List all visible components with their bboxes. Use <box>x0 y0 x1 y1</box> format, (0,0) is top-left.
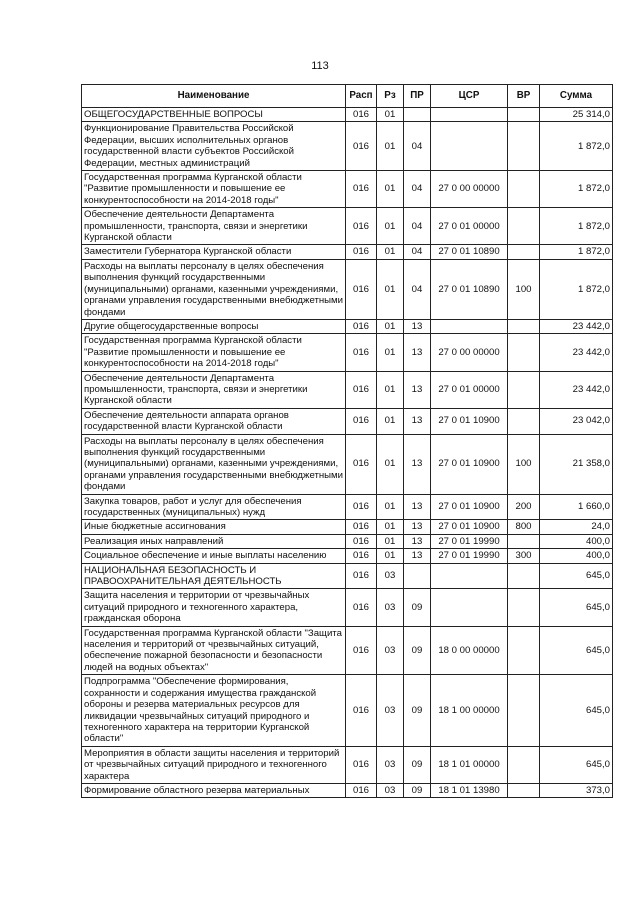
row-pr: 04 <box>404 208 431 245</box>
table-row <box>82 371 613 408</box>
row-vr <box>508 408 540 434</box>
row-sum: 645,0 <box>540 589 613 626</box>
row-vr <box>508 108 540 122</box>
row-pr: 09 <box>404 746 431 783</box>
page-number: 113 <box>311 60 329 72</box>
row-rz: 03 <box>377 783 404 797</box>
row-csr: 27 0 01 10890 <box>431 245 508 259</box>
row-rasp: 016 <box>346 520 377 534</box>
row-name: Обеспечение деятельности аппарата органов государственной власти Курганской области <box>82 408 346 434</box>
row-name: Другие общегосударственные вопросы <box>82 319 346 333</box>
row-rasp: 016 <box>346 334 377 371</box>
table-row <box>82 520 613 534</box>
row-rz: 03 <box>377 675 404 746</box>
table-row <box>82 171 613 208</box>
row-rasp: 016 <box>346 783 377 797</box>
row-sum: 373,0 <box>540 783 613 797</box>
table-row <box>82 334 613 371</box>
table-row <box>82 589 613 626</box>
row-csr <box>431 122 508 171</box>
row-name: Обеспечение деятельности Департамента промышленности, транспорта, связи и энергетики Курганской области <box>82 371 346 408</box>
row-vr <box>508 371 540 408</box>
row-name: Функционирование Правительства Российской Федерации, высших исполнительных органов государственной власти субъектов Российской Федерации, местных администраций <box>82 122 346 171</box>
row-sum: 1 872,0 <box>540 122 613 171</box>
table-row <box>82 122 613 171</box>
row-pr: 09 <box>404 675 431 746</box>
row-rz: 01 <box>377 520 404 534</box>
row-rasp: 016 <box>346 626 377 675</box>
row-sum: 1 872,0 <box>540 171 613 208</box>
row-csr: 18 1 01 00000 <box>431 746 508 783</box>
row-rasp: 016 <box>346 245 377 259</box>
row-sum: 24,0 <box>540 520 613 534</box>
row-rasp: 016 <box>346 589 377 626</box>
row-rasp: 016 <box>346 371 377 408</box>
row-sum: 645,0 <box>540 675 613 746</box>
row-pr: 13 <box>404 319 431 333</box>
table-row <box>82 783 613 797</box>
row-csr: 27 0 01 10900 <box>431 520 508 534</box>
column-header-name: Наименование <box>82 85 346 108</box>
row-rz: 01 <box>377 494 404 520</box>
row-sum: 645,0 <box>540 626 613 675</box>
row-csr <box>431 319 508 333</box>
table-row <box>82 408 613 434</box>
row-sum: 23 042,0 <box>540 408 613 434</box>
column-header-vr: ВР <box>508 85 540 108</box>
row-name: Государственная программа Курганской области "Защита населения и территорий от чрезвычайных ситуаций, обеспечение пожарной безопасности и безопасности людей на водных объектах" <box>82 626 346 675</box>
row-rasp: 016 <box>346 434 377 494</box>
row-rasp: 016 <box>346 122 377 171</box>
row-name: Социальное обеспечение и иные выплаты населению <box>82 549 346 563</box>
row-sum: 25 314,0 <box>540 108 613 122</box>
table-row <box>82 319 613 333</box>
row-pr: 04 <box>404 122 431 171</box>
row-rz: 01 <box>377 534 404 548</box>
table-header-row <box>82 85 613 108</box>
row-csr: 18 1 01 13980 <box>431 783 508 797</box>
row-csr: 27 0 01 00000 <box>431 371 508 408</box>
row-name: Иные бюджетные ассигнования <box>82 520 346 534</box>
row-sum: 21 358,0 <box>540 434 613 494</box>
row-rz: 01 <box>377 434 404 494</box>
row-sum: 1 872,0 <box>540 208 613 245</box>
row-pr: 13 <box>404 534 431 548</box>
row-rz: 03 <box>377 563 404 589</box>
row-rz: 03 <box>377 589 404 626</box>
column-header-rasp: Расп <box>346 85 377 108</box>
row-sum: 1 872,0 <box>540 245 613 259</box>
row-pr: 09 <box>404 783 431 797</box>
row-name: Обеспечение деятельности Департамента промышленности, транспорта, связи и энергетики Курганской области <box>82 208 346 245</box>
row-vr <box>508 319 540 333</box>
row-name: Защита населения и территории от чрезвычайных ситуаций природного и техногенного характера, гражданская оборона <box>82 589 346 626</box>
column-header-sum: Сумма <box>540 85 613 108</box>
row-name: Подпрограмма "Обеспечение формирования, сохранности и содержания имущества гражданской обороны и резерва материальных ресурсов для ликвидации чрезвычайных ситуаций природного и техногенного характера на территории Курганской области" <box>82 675 346 746</box>
row-vr: 800 <box>508 520 540 534</box>
row-pr: 13 <box>404 494 431 520</box>
row-rz: 01 <box>377 208 404 245</box>
row-pr: 04 <box>404 259 431 319</box>
row-name: Реализация иных направлений <box>82 534 346 548</box>
row-name: НАЦИОНАЛЬНАЯ БЕЗОПАСНОСТЬ И ПРАВООХРАНИТЕЛЬНАЯ ДЕЯТЕЛЬНОСТЬ <box>82 563 346 589</box>
row-vr <box>508 675 540 746</box>
row-csr: 27 0 01 10890 <box>431 259 508 319</box>
row-rz: 01 <box>377 549 404 563</box>
row-csr: 27 0 01 00000 <box>431 208 508 245</box>
row-name: Государственная программа Курганской области "Развитие промышленности и повышение ее конкурентоспособности на 2014-2018 годы" <box>82 171 346 208</box>
row-sum: 1 872,0 <box>540 259 613 319</box>
budget-table <box>81 84 613 798</box>
row-sum: 645,0 <box>540 563 613 589</box>
table-row <box>82 746 613 783</box>
row-vr <box>508 208 540 245</box>
row-rz: 01 <box>377 245 404 259</box>
row-csr: 18 0 00 00000 <box>431 626 508 675</box>
table-row <box>82 108 613 122</box>
row-csr: 27 0 01 10900 <box>431 434 508 494</box>
row-vr <box>508 783 540 797</box>
table-row <box>82 675 613 746</box>
row-pr: 13 <box>404 408 431 434</box>
row-rasp: 016 <box>346 494 377 520</box>
row-rz: 01 <box>377 408 404 434</box>
row-pr: 09 <box>404 626 431 675</box>
row-rasp: 016 <box>346 319 377 333</box>
row-rasp: 016 <box>346 746 377 783</box>
row-pr: 13 <box>404 434 431 494</box>
row-name: Расходы на выплаты персоналу в целях обеспечения выполнения функций государственными (муниципальными) органами, казенными учреждениями, органами управления государственными внебюджетными фондами <box>82 259 346 319</box>
column-header-pr: ПР <box>404 85 431 108</box>
row-vr <box>508 746 540 783</box>
row-name: Заместители Губернатора Курганской области <box>82 245 346 259</box>
row-csr <box>431 563 508 589</box>
row-sum: 23 442,0 <box>540 371 613 408</box>
row-sum: 23 442,0 <box>540 334 613 371</box>
row-rz: 01 <box>377 371 404 408</box>
row-pr: 04 <box>404 171 431 208</box>
row-csr: 27 0 01 10900 <box>431 494 508 520</box>
table-body <box>82 108 613 798</box>
table-row <box>82 534 613 548</box>
row-name: Государственная программа Курганской области "Развитие промышленности и повышение ее конкурентоспособности на 2014-2018 годы" <box>82 334 346 371</box>
row-vr <box>508 589 540 626</box>
row-csr: 27 0 00 00000 <box>431 171 508 208</box>
row-vr <box>508 334 540 371</box>
row-rasp: 016 <box>346 208 377 245</box>
row-rasp: 016 <box>346 549 377 563</box>
row-sum: 400,0 <box>540 549 613 563</box>
row-rasp: 016 <box>346 108 377 122</box>
table-row <box>82 563 613 589</box>
table-row <box>82 245 613 259</box>
row-rz: 03 <box>377 746 404 783</box>
row-rasp: 016 <box>346 675 377 746</box>
row-vr <box>508 245 540 259</box>
row-csr: 27 0 01 10900 <box>431 408 508 434</box>
column-header-rz: Рз <box>377 85 404 108</box>
row-name: Мероприятия в области защиты населения и территорий от чрезвычайных ситуаций природного и техногенного характера <box>82 746 346 783</box>
row-pr: 13 <box>404 549 431 563</box>
row-rz: 01 <box>377 319 404 333</box>
row-sum: 645,0 <box>540 746 613 783</box>
row-vr: 300 <box>508 549 540 563</box>
row-vr <box>508 171 540 208</box>
row-vr: 100 <box>508 259 540 319</box>
row-rasp: 016 <box>346 171 377 208</box>
row-csr <box>431 589 508 626</box>
row-vr <box>508 534 540 548</box>
row-rasp: 016 <box>346 408 377 434</box>
row-csr: 27 0 00 00000 <box>431 334 508 371</box>
table-row <box>82 494 613 520</box>
row-name: Формирование областного резерва материальных <box>82 783 346 797</box>
row-rasp: 016 <box>346 534 377 548</box>
row-rz: 01 <box>377 171 404 208</box>
row-name: Расходы на выплаты персоналу в целях обеспечения выполнения функций государственными (муниципальными) органами, казенными учреждениями, органами управления государственными внебюджетными фондами <box>82 434 346 494</box>
table-row <box>82 434 613 494</box>
row-name: ОБЩЕГОСУДАРСТВЕННЫЕ ВОПРОСЫ <box>82 108 346 122</box>
row-rasp: 016 <box>346 259 377 319</box>
row-pr: 13 <box>404 520 431 534</box>
row-vr: 100 <box>508 434 540 494</box>
row-csr: 27 0 01 19990 <box>431 534 508 548</box>
row-rz: 01 <box>377 334 404 371</box>
row-pr: 09 <box>404 589 431 626</box>
row-name: Закупка товаров, работ и услуг для обеспечения государственных (муниципальных) нужд <box>82 494 346 520</box>
row-csr: 18 1 00 00000 <box>431 675 508 746</box>
row-rz: 03 <box>377 626 404 675</box>
row-sum: 1 660,0 <box>540 494 613 520</box>
column-header-csr: ЦСР <box>431 85 508 108</box>
table-row <box>82 626 613 675</box>
row-csr <box>431 108 508 122</box>
row-csr: 27 0 01 19990 <box>431 549 508 563</box>
row-vr <box>508 563 540 589</box>
row-pr: 04 <box>404 245 431 259</box>
row-sum: 400,0 <box>540 534 613 548</box>
row-pr <box>404 563 431 589</box>
row-vr: 200 <box>508 494 540 520</box>
table-row <box>82 208 613 245</box>
row-vr <box>508 626 540 675</box>
row-pr: 13 <box>404 334 431 371</box>
row-rz: 01 <box>377 259 404 319</box>
row-rz: 01 <box>377 108 404 122</box>
row-pr: 13 <box>404 371 431 408</box>
row-sum: 23 442,0 <box>540 319 613 333</box>
row-pr <box>404 108 431 122</box>
row-rz: 01 <box>377 122 404 171</box>
table-row <box>82 259 613 319</box>
row-vr <box>508 122 540 171</box>
row-rasp: 016 <box>346 563 377 589</box>
table-row <box>82 549 613 563</box>
